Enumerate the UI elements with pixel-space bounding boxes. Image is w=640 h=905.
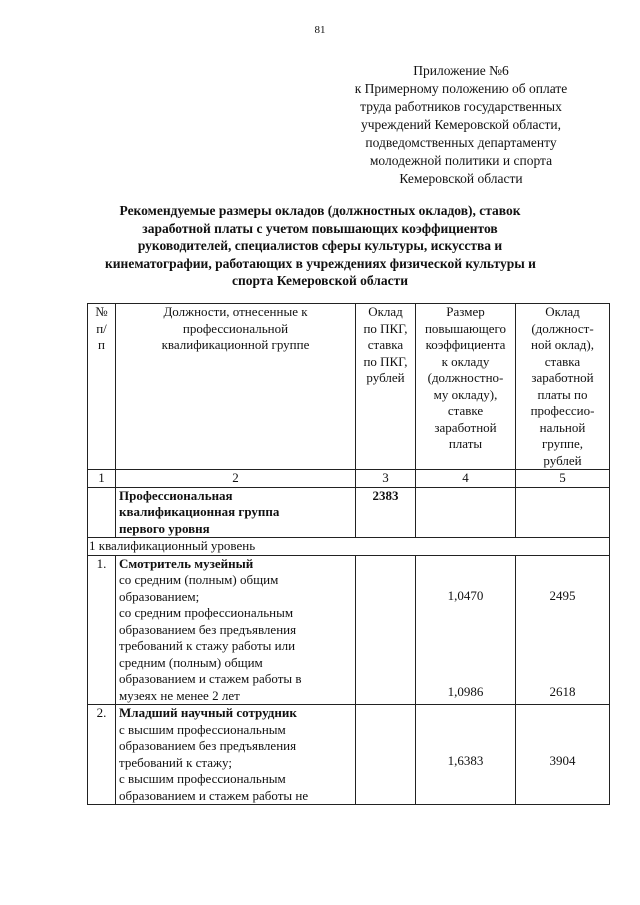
row-number: 1.	[88, 555, 116, 705]
column-number: 5	[516, 470, 610, 488]
page-number: 81	[314, 24, 326, 36]
column-number: 2	[116, 470, 356, 488]
row-coefficient: 1,6383	[416, 705, 516, 805]
salary-table	[87, 303, 610, 805]
level-label: 1 квалификационный уровень	[88, 538, 610, 556]
row-number: 2.	[88, 705, 116, 805]
group-num-cell	[88, 487, 116, 538]
group-row	[88, 487, 610, 538]
appendix-line: к Примерному положению об оплате	[354, 81, 568, 96]
row-position: Смотритель музейный со средним (полным) общим образованием; со средним профессиональным образованием без предъявления требований к стажу работы или средним (полным) общим образованием и стажем работы в музеях не менее 2 лет	[116, 555, 356, 705]
appendix-line: труда работников государственных	[360, 99, 562, 114]
row-position: Младший научный сотрудник с высшим профессиональным образованием без предъявления требований к стажу; с высшим профессиональным образованием и стажем работы не	[116, 705, 356, 805]
title-line: спорта Кемеровской области	[232, 273, 408, 288]
group-salary: 2383	[356, 487, 416, 538]
group-name: Профессиональная квалификационная группа первого уровня	[116, 487, 356, 538]
row-salary	[356, 555, 416, 705]
table-row	[88, 555, 610, 705]
row-coefficient: 1,0470 1,0986	[416, 555, 516, 705]
column-number-row	[88, 470, 610, 488]
row-title: Младший научный сотрудник	[119, 705, 297, 720]
appendix-line: Кемеровской области	[399, 171, 523, 186]
table-row	[88, 705, 610, 805]
group-final-cell	[516, 487, 610, 538]
title-line: Рекомендуемые размеры окладов (должностных окладов), ставок	[119, 203, 521, 218]
appendix-line: молодежной политики и спорта	[369, 153, 553, 168]
appendix-line: Приложение №6	[413, 63, 509, 78]
header-position: Должности, отнесенные к профессиональной квалификационной группе	[116, 304, 356, 470]
title-line: кинематографии, работающих в учреждениях физической культуры и	[105, 255, 536, 271]
title-line: руководителей, специалистов сферы культуры, искусства и	[137, 238, 503, 253]
column-number: 3	[356, 470, 416, 488]
row-salary	[356, 705, 416, 805]
header-num: № п/ п	[88, 304, 116, 470]
level-row	[88, 538, 610, 556]
column-number: 4	[416, 470, 516, 488]
column-number: 1	[88, 470, 116, 488]
document-title	[105, 202, 535, 290]
table-header-row	[88, 304, 610, 470]
appendix-note	[330, 62, 592, 188]
header-salary: Оклад по ПКГ, ставка по ПКГ, рублей	[356, 304, 416, 470]
appendix-line: учреждений Кемеровской области,	[360, 117, 562, 132]
row-title: Смотритель музейный	[119, 555, 254, 571]
row-final-salary: 3904	[516, 705, 610, 805]
appendix-line: подведомственных департаменту	[365, 135, 557, 150]
row-final-salary: 2495 2618	[516, 555, 610, 705]
group-coef-cell	[416, 487, 516, 538]
header-coefficient: Размер повышающего коэффициента к окладу (должностно- му окладу), ставке заработной платы	[416, 304, 516, 470]
title-line: заработной платы с учетом повышающих коэффициентов	[142, 220, 498, 236]
header-final-salary: Оклад (должност- ной оклад), ставка заработной платы по профессио- нальной группе, рублей	[516, 304, 610, 470]
